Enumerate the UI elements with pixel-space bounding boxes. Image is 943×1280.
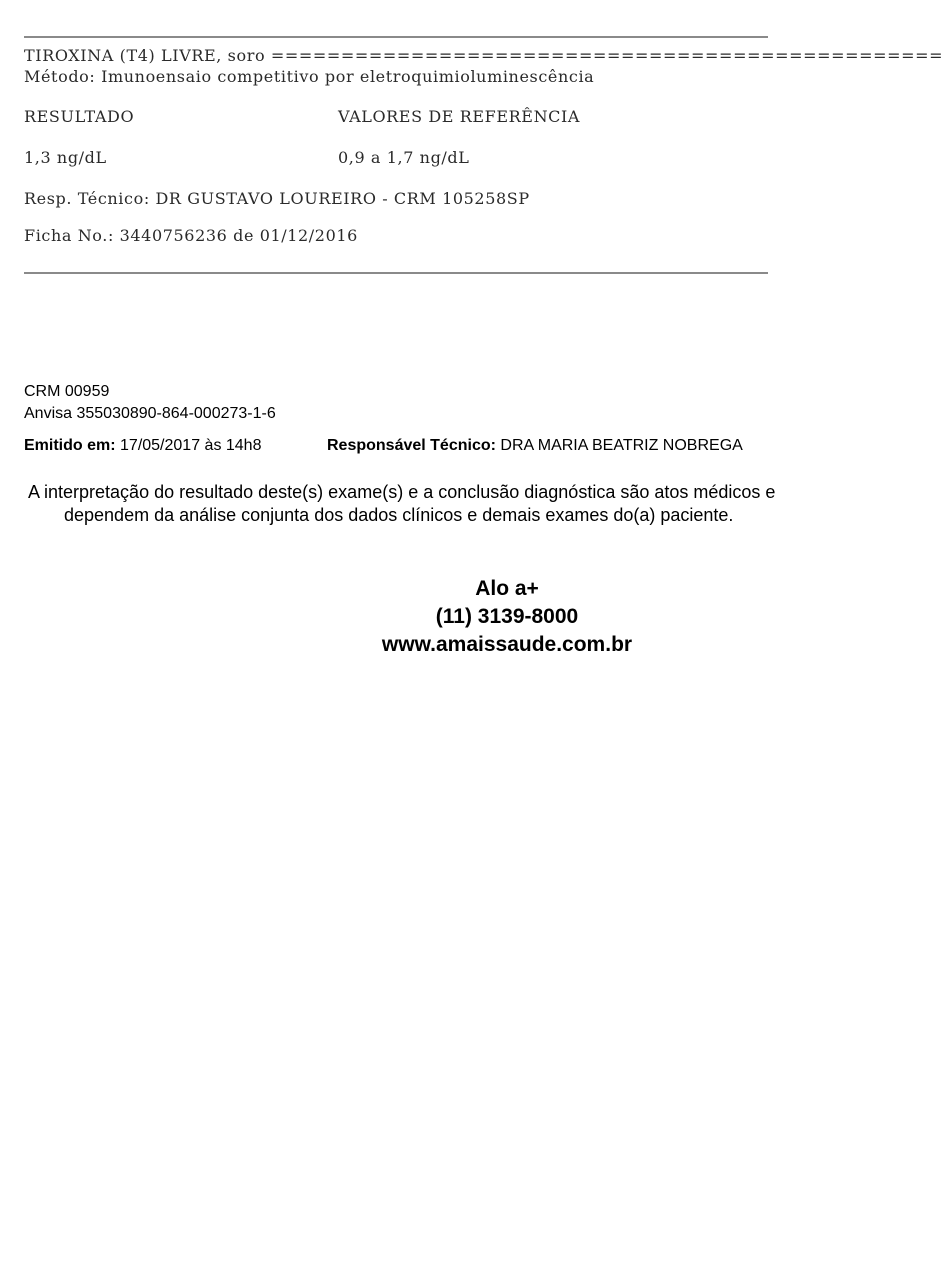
crm-number: CRM 00959 <box>24 383 110 400</box>
reference-header: VALORES DE REFERÊNCIA <box>338 107 581 126</box>
bottom-divider <box>24 272 768 274</box>
anvisa-number: Anvisa 355030890-864-000273-1-6 <box>24 405 276 422</box>
emitted-label: Emitido em: <box>24 437 116 454</box>
result-value: 1,3 ng/dL <box>24 148 107 167</box>
exam-title: TIROXINA (T4) LIVRE, soro ================================================ <box>24 46 943 65</box>
disclaimer-line-2: dependem da análise conjunta dos dados clínicos e demais exames do(a) paciente. <box>64 505 734 525</box>
responsible-label: Responsável Técnico: <box>327 437 496 454</box>
emitted-line <box>24 437 261 455</box>
responsible-value: DRA MARIA BEATRIZ NOBREGA <box>500 437 743 454</box>
exam-method: Método: Imunoensaio competitivo por eletroquimioluminescência <box>24 67 595 86</box>
reference-value: 0,9 a 1,7 ng/dL <box>338 148 470 167</box>
contact-name: Alo a+ <box>475 577 539 600</box>
disclaimer-line-1: A interpretação do resultado deste(s) exame(s) e a conclusão diagnóstica são atos médicos e <box>28 482 776 502</box>
ficha-number: Ficha No.: 3440756236 de 01/12/2016 <box>24 226 358 245</box>
contact-website[interactable]: www.amaissaude.com.br <box>381 633 633 656</box>
result-header: RESULTADO <box>24 107 135 126</box>
top-divider <box>24 36 768 38</box>
responsible-line <box>327 437 743 455</box>
emitted-value: 17/05/2017 às 14h8 <box>120 437 262 454</box>
contact-block <box>307 575 707 659</box>
tech-responsible: Resp. Técnico: DR GUSTAVO LOUREIRO - CRM 105258SP <box>24 189 530 208</box>
contact-phone: (11) 3139-8000 <box>435 605 579 628</box>
